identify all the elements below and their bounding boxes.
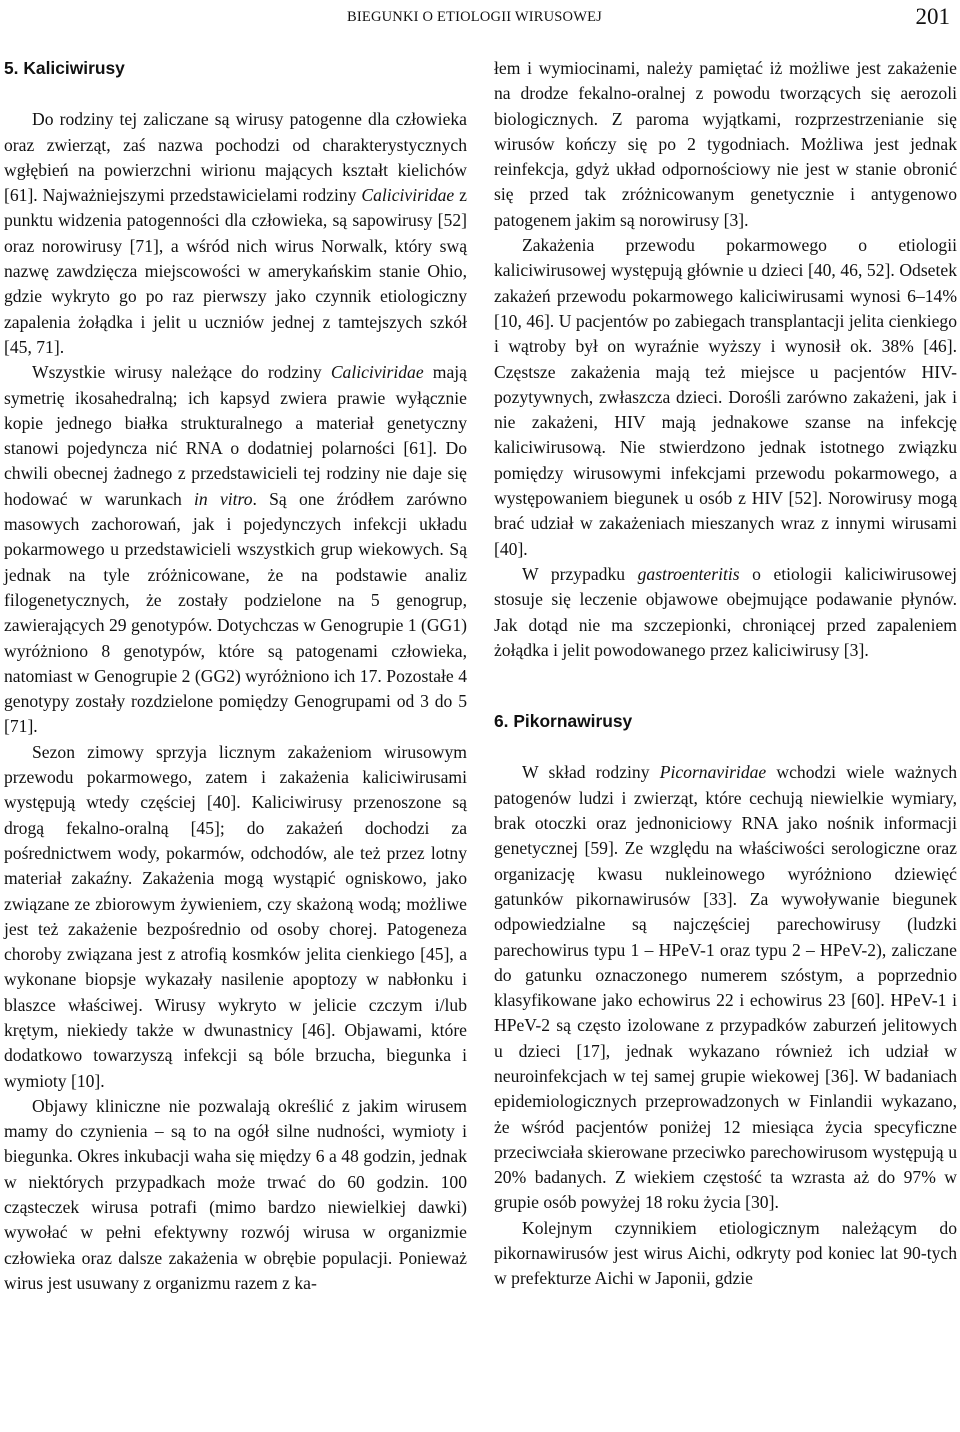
right-column [494,56,957,1292]
running-title: BIEGUNKI O ETIOLOGII WIRUSOWEJ [347,9,603,25]
paragraph: Objawy kliniczne nie pozwalają określić z jakim wirusem mamy do czynienia – są to na ogół silne nudności, wymioty i biegunka. Okres inkubacji waha się między 6 a 48 godzin, jednak w niektórych przypadkach może trwać do 60 godzin. 100 cząsteczek wirusa potrafi (mimo bardzo niewielkiej dawki) wywołać w pełni efektywny rozwój wirusa w organizmie człowieka oraz dalsze zakażenia w obrębie populacji. Ponieważ wirus jest usuwany z organizmu razem z ka- [4,1095,467,1293]
left-column [4,56,467,1296]
section-heading-kaliciwirusy: 5. Kaliciwirusy [4,58,125,78]
paragraph: Do rodziny tej zaliczane są wirusy patogenne dla człowieka oraz zwierząt, zaś nazwa pochodzi od charakterystycznych wgłębień na powierzchni wirionu mających kształt kielichów [61]. Najważniejszymi przedstawicielami rodziny Caliciviridae z punktu widzenia patogenności dla człowieka, są sapowirusy [52] oraz norowirusy [71], a wśród nich wirus Norwalk, który swą nazwę zawdzięcza miejscowości w amerykańskim stanie Ohio, gdzie wykryto go po raz pierwszy jako czynnik etiologiczny zapalenia żołądka i jelit u uczniów jednej z tamtejszych szkół [45, 71]. [4,109,467,357]
paragraph: W przypadku gastroenteritis o etiologii kaliciwirusowej stosuje się leczenie objawowe obejmujące podawanie płynów. Jak dotąd nie ma szczepionki, chroniącej przed zapaleniem żołądka i jelit powodowanego przez kaliciwirusy [3]. [494,563,957,660]
paragraph: Zakażenia przewodu pokarmowego o etiologii kaliciwirusowej występują głównie u dzieci [40, 46, 52]. Odsetek zakażeń przewodu pokarmowego kaliciwirusami wynosi 6–14% [10, 46]. U pacjentów po zabiegach transplantacji jelita cienkiego i wątroby był on wyraźnie wyższy i wynosił ok. 38% [46]. Częstsze zakażenia mają też miejsce u pacjentów HIV-pozytywnych, zwłaszcza dzieci. Dorośli zarówno zakażeni, jak i nie zakażeni, HIV mają jednakowe szanse na infekcję kaliciwirusową. Nie stwierdzono jednak istotnego związku pomiędzy wirusowymi infekcjami przewodu pokarmowego, a występowaniem biegunek u osób z HIV [52]. Norowirusy mogą brać udział w zakażeniach mieszanych wraz z innymi wirusami [40]. [494,235,957,559]
paragraph: Wszystkie wirusy należące do rodziny Caliciviridae mają symetrię ikosahedralną; ich kapsyd zwiera prawie wyłącznie kopie jednego białka strukturalnego a materiał genetyczny stanowi pojedyncza nić RNA o dodatniej polarności [61]. Do chwili obecnej żadnego z przedstawicieli tej rodziny nie daje się hodować w warunkach in vitro. Są one źródłem zarówno masowych zachorowań, jak i pojedynczych infekcji układu pokarmowego u przedstawicieli wszystkich grup wiekowych. Są jednak na tyle zróżnicowane, że na podstawie analiz filogenetycznych, że zostały podzielone na 5 genogrup, zawierających 29 genotypów. Dotychczas w Genogrupie 1 (GG1) wyróżniono 8 genotypów, które są patogenami człowieka, natomiast w Genogrupie 2 (GG2) wyróżniono ich 17. Pozostałe 4 genotypy zostały rozdzielone pomiędzy Genogrupami od 3 do 5 [71]. [4,362,467,737]
paragraph: Kolejnym czynnikiem etiologicznym należącym do pikornawirusów jest wirus Aichi, odkryty pod koniec lat 90-tych w prefekturze Aichi w Japonii, gdzie [494,1217,957,1289]
paragraph: Sezon zimowy sprzyja licznym zakażeniom wirusowym przewodu pokarmowego, zatem i zakażenia kaliciwirusami występują wtedy częściej [40]. Kaliciwirusy przenoszone są drogą fekalno-oralną [45]; do zakażeń dochodzi za pośrednictwem wody, pokarmów, odchodów, ale też przez lotny materiał zakaźny. Zakażenia mogą wystąpić ogniskowo, jako związane ze zbiorowym żywieniem, czy skażoną wodą; możliwe jest też zakażenie bezpośrednio od osoby chorej. Patogeneza choroby związana jest z atrofią kosmków jelita cienkiego [45], a wykonane biopsje wykazały nasilenie apoptozy w nabłonku i blaszce właściwej. Wirusy wykryto w jelicie czczym i/lub krętym, niekiedy także w dwunastnicy [46]. Objawami, które dodatkowo towarzyszą infekcji są bóle brzucha, biegunka i wymioty [10]. [4,741,467,1091]
section-heading-pikornawirusy: 6. Pikornawirusy [494,711,633,732]
paragraph-continued: łem i wymiocinami, należy pamiętać iż możliwe jest zakażenie na drodze fekalno-oralnej z powodu tworzących się aerozoli biologicznych. Z paroma wyjątkami, rozprzestrzenianie się wirusów kończy się po 2 tygodniach. Możliwa jest jednak reinfekcja, gdyż układ odpornościowy nie jest w stanie obronić się przed tak zróżnicowanym genetycznie i antygenowo patogenem jakim są norowirusy [3]. [494,58,957,230]
page-header [0,4,960,34]
paragraph: W skład rodziny Picornaviridae wchodzi wiele ważnych patogenów ludzi i zwierząt, które cechują niewielkie wymiary, brak otoczki oraz jednoniciowy RNA jako nośnik informacji genetycznej [59]. Ze względu na właściwości serologiczne oraz organizację kwasu nukleinowego wyróżniono dziewięć gatunków pikornawirusów [33]. Za wywoływanie biegunek odpowiedzialne są najczęściej parechowirusy (ludzki parechowirus typu 1 – HPeV-1 oraz typu 2 – HPeV-2), zaliczane do gatunku oznaczonego numerem szóstym, a poprzednio klasyfikowane jako echowirus 22 i echowirus 23 [60]. HPeV-1 i HPeV-2 są często izolowane z przypadków zaburzeń jelitowych u dzieci [17], jednak wykazano również ich udział w neuroinfekcjach w tej samej grupie wiekowej [36]. W badaniach epidemiologicznych przeprowadzonych w Finlandii wykazano, że wśród pacjentów poniżej 12 miesiąca życia specyficzne przeciwciała skierowane przeciwko parechowirusom występują u 20% badanych. Z wiekiem częstość ta wzrasta aż do 97% w grupie osób powyżej 18 roku życia [30]. [494,762,957,1213]
page-number: 201 [915,4,950,29]
